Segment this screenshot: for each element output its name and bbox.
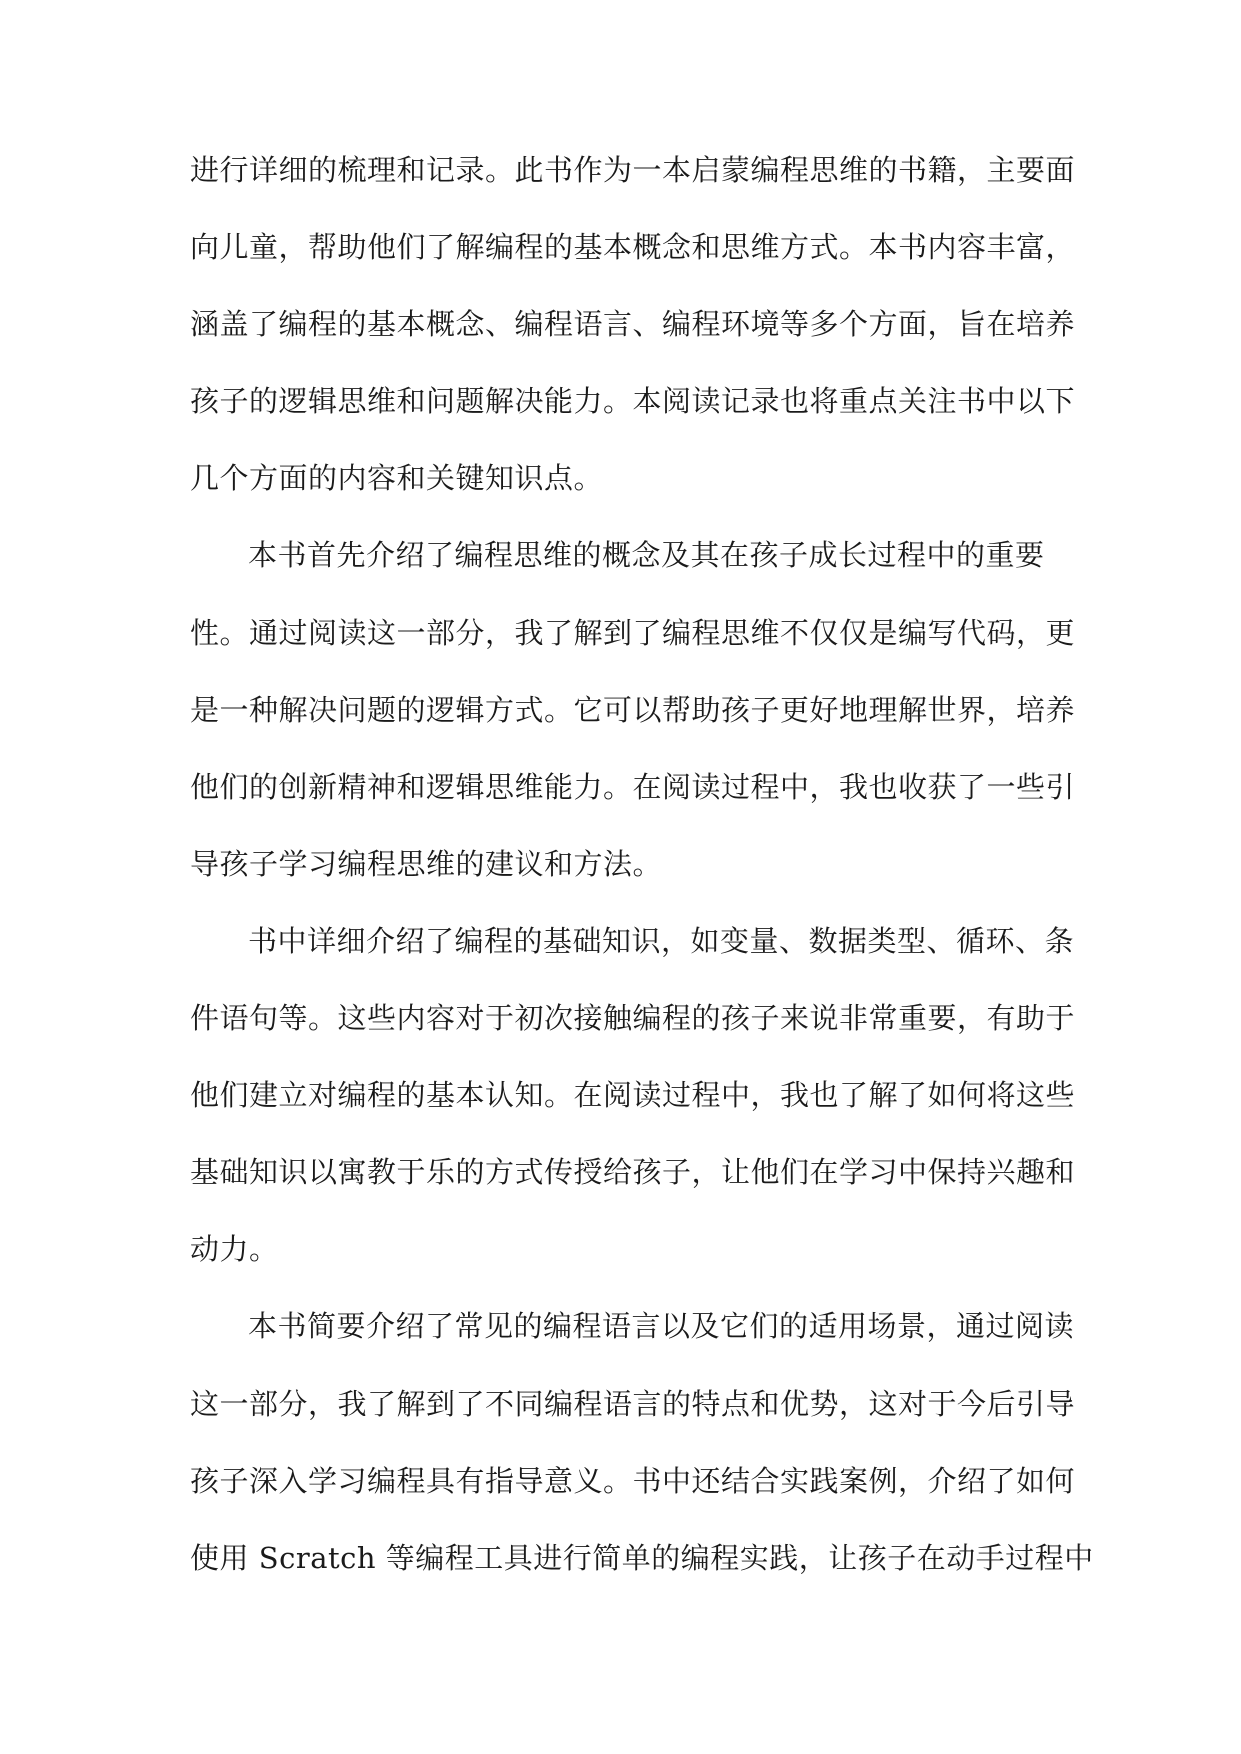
paragraph-first-line: 书中详细介绍了编程的基础知识，如变量、数据类型、循环、条	[248, 923, 1075, 958]
paragraph-first-line: 本书简要介绍了常见的编程语言以及它们的适用场景，通过阅读	[248, 1309, 1075, 1344]
text-line: 导孩子学习编程思维的建议和方法。	[190, 846, 663, 881]
text-line: 孩子深入学习编程具有指导意义。书中还结合实践案例，介绍了如何	[190, 1463, 1076, 1498]
text-line: 动力。	[190, 1232, 279, 1267]
text-line: 这一部分，我了解到了不同编程语言的特点和优势，这对于今后引导	[190, 1386, 1076, 1421]
text-line: 件语句等。这些内容对于初次接触编程的孩子来说非常重要，有助于	[190, 1001, 1076, 1036]
text-line: 几个方面的内容和关键知识点。	[190, 461, 604, 496]
body-text	[190, 148, 1094, 1613]
text-line: 孩子的逻辑思维和问题解决能力。本阅读记录也将重点关注书中以下	[190, 384, 1076, 419]
paragraph-first-line: 本书首先介绍了编程思维的概念及其在孩子成长过程中的重要	[248, 538, 1045, 573]
text-line: 进行详细的梳理和记录。此书作为一本启蒙编程思维的书籍，主要面	[190, 153, 1076, 187]
text-line: 是一种解决问题的逻辑方式。它可以帮助孩子更好地理解世界，培养	[190, 692, 1076, 727]
text-line: 使用 Scratch 等编程工具进行简单的编程实践，让孩子在动手过程中	[190, 1540, 1094, 1575]
text-line: 他们的创新精神和逻辑思维能力。在阅读过程中，我也收获了一些引	[190, 769, 1076, 804]
text-line: 基础知识以寓教于乐的方式传授给孩子，让他们在学习中保持兴趣和	[190, 1155, 1076, 1190]
text-line: 他们建立对编程的基本认知。在阅读过程中，我也了解了如何将这些	[190, 1078, 1076, 1113]
text-line: 向儿童，帮助他们了解编程的基本概念和思维方式。本书内容丰富，	[190, 230, 1076, 265]
text-line: 性。通过阅读这一部分，我了解到了编程思维不仅仅是编写代码，更	[190, 615, 1076, 650]
text-line: 涵盖了编程的基本概念、编程语言、编程环境等多个方面，旨在培养	[190, 307, 1076, 342]
